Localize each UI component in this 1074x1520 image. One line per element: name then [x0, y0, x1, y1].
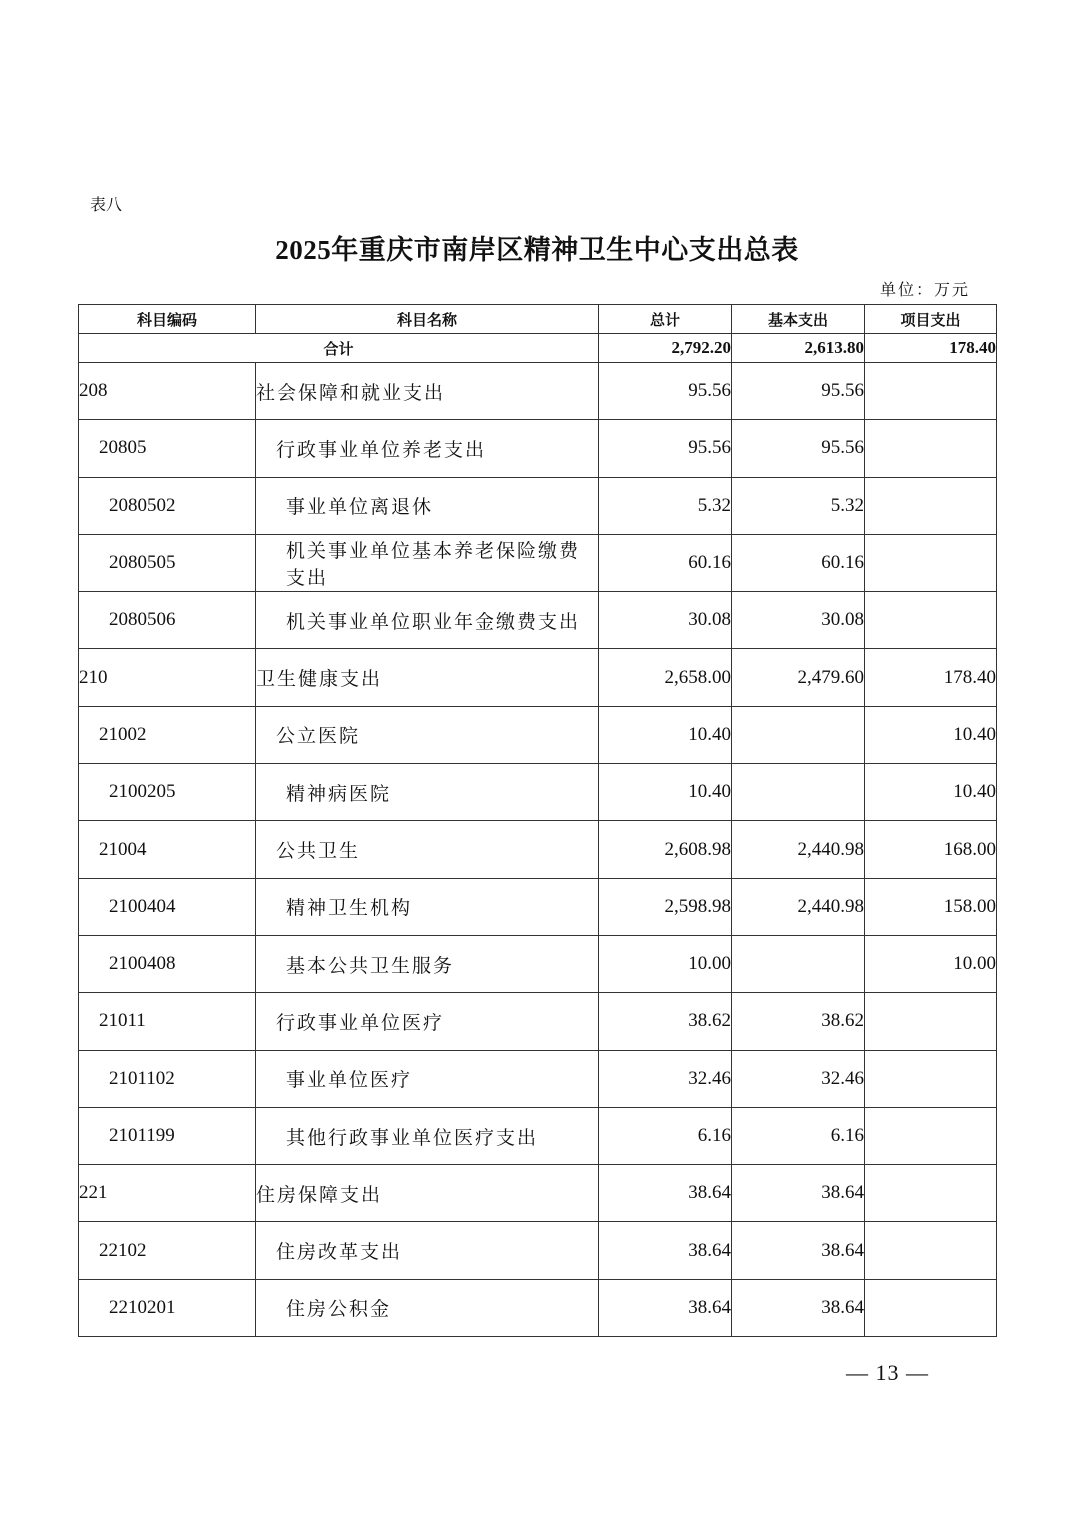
- table-number: 表八: [90, 197, 123, 214]
- row-project: [865, 420, 997, 477]
- row-code: 20805: [79, 420, 256, 477]
- row-total: 38.62: [599, 993, 732, 1050]
- row-basic: 2,440.98: [732, 821, 865, 878]
- row-code: 2210201: [79, 1279, 256, 1336]
- row-code: 21011: [79, 993, 256, 1050]
- row-project: [865, 592, 997, 649]
- row-project: [865, 363, 997, 420]
- row-code: 221: [79, 1165, 256, 1222]
- row-name: 公立医院: [256, 706, 599, 763]
- row-project: 178.40: [865, 649, 997, 706]
- row-name: 精神病医院: [256, 764, 599, 821]
- total-basic: 2,613.80: [732, 334, 865, 363]
- row-code: 2080502: [79, 477, 256, 534]
- row-name: 住房保障支出: [256, 1165, 599, 1222]
- row-basic: 60.16: [732, 534, 865, 591]
- row-project: [865, 1107, 997, 1164]
- row-total: 95.56: [599, 420, 732, 477]
- row-total: 10.40: [599, 764, 732, 821]
- row-code: 2080506: [79, 592, 256, 649]
- row-code: 2100205: [79, 764, 256, 821]
- row-total: 30.08: [599, 592, 732, 649]
- header-code: 科目编码: [79, 305, 256, 334]
- row-project: 10.00: [865, 935, 997, 992]
- row-basic: 38.62: [732, 993, 865, 1050]
- row-code: 2080505: [79, 534, 256, 591]
- row-total: 2,608.98: [599, 821, 732, 878]
- row-basic: 38.64: [732, 1165, 865, 1222]
- row-total: 10.00: [599, 935, 732, 992]
- row-project: 10.40: [865, 706, 997, 763]
- row-project: [865, 993, 997, 1050]
- row-project: [865, 1279, 997, 1336]
- table-row: [79, 878, 997, 935]
- expenditure-table: [78, 304, 997, 1337]
- table-row: [79, 935, 997, 992]
- row-code: 21002: [79, 706, 256, 763]
- table-row: [79, 363, 997, 420]
- row-name: 住房公积金: [256, 1279, 599, 1336]
- row-basic: 2,479.60: [732, 649, 865, 706]
- table-row: [79, 1279, 997, 1336]
- row-name: 住房改革支出: [256, 1222, 599, 1279]
- total-row: [79, 334, 997, 363]
- row-name: 卫生健康支出: [256, 649, 599, 706]
- table-row: [79, 649, 997, 706]
- row-basic: 95.56: [732, 420, 865, 477]
- row-name: 其他行政事业单位医疗支出: [256, 1107, 599, 1164]
- table-header-row: [79, 305, 997, 334]
- row-basic: [732, 935, 865, 992]
- row-total: 38.64: [599, 1222, 732, 1279]
- table-row: [79, 1222, 997, 1279]
- header-total: 总计: [599, 305, 732, 334]
- row-code: 2101199: [79, 1107, 256, 1164]
- table-row: [79, 1050, 997, 1107]
- total-project: 178.40: [865, 334, 997, 363]
- row-total: 38.64: [599, 1279, 732, 1336]
- row-name: 事业单位离退休: [256, 477, 599, 534]
- document-title: 2025年重庆市南岸区精神卫生中心支出总表: [275, 235, 799, 265]
- row-total: 2,598.98: [599, 878, 732, 935]
- row-code: 2100404: [79, 878, 256, 935]
- row-basic: 30.08: [732, 592, 865, 649]
- header-project: 项目支出: [865, 305, 997, 334]
- row-project: [865, 477, 997, 534]
- total-label: 合计: [79, 334, 599, 363]
- header-name: 科目名称: [256, 305, 599, 334]
- row-code: 2100408: [79, 935, 256, 992]
- page-number: — 13 —: [846, 1360, 929, 1385]
- row-name: 社会保障和就业支出: [256, 363, 599, 420]
- row-project: [865, 1165, 997, 1222]
- row-code: 210: [79, 649, 256, 706]
- table-row: [79, 706, 997, 763]
- row-total: 2,658.00: [599, 649, 732, 706]
- row-name: 基本公共卫生服务: [256, 935, 599, 992]
- table-row: [79, 534, 997, 591]
- row-name: 精神卫生机构: [256, 878, 599, 935]
- row-name: 机关事业单位基本养老保险缴费支出: [256, 534, 599, 591]
- table-row: [79, 993, 997, 1050]
- row-basic: 32.46: [732, 1050, 865, 1107]
- table-row: [79, 477, 997, 534]
- row-basic: 5.32: [732, 477, 865, 534]
- table-row: [79, 764, 997, 821]
- row-project: 168.00: [865, 821, 997, 878]
- row-code: 22102: [79, 1222, 256, 1279]
- row-total: 95.56: [599, 363, 732, 420]
- row-basic: 38.64: [732, 1222, 865, 1279]
- row-project: 10.40: [865, 764, 997, 821]
- row-basic: [732, 706, 865, 763]
- row-name: 行政事业单位养老支出: [256, 420, 599, 477]
- row-name: 事业单位医疗: [256, 1050, 599, 1107]
- row-project: [865, 1222, 997, 1279]
- row-code: 21004: [79, 821, 256, 878]
- table-row: [79, 821, 997, 878]
- row-total: 60.16: [599, 534, 732, 591]
- total-total: 2,792.20: [599, 334, 732, 363]
- row-code: 208: [79, 363, 256, 420]
- row-project: 158.00: [865, 878, 997, 935]
- row-total: 5.32: [599, 477, 732, 534]
- row-name: 公共卫生: [256, 821, 599, 878]
- row-basic: 6.16: [732, 1107, 865, 1164]
- table-row: [79, 420, 997, 477]
- row-basic: [732, 764, 865, 821]
- row-project: [865, 1050, 997, 1107]
- header-basic: 基本支出: [732, 305, 865, 334]
- row-basic: 2,440.98: [732, 878, 865, 935]
- row-total: 32.46: [599, 1050, 732, 1107]
- row-total: 38.64: [599, 1165, 732, 1222]
- table-row: [79, 1165, 997, 1222]
- row-basic: 95.56: [732, 363, 865, 420]
- row-total: 10.40: [599, 706, 732, 763]
- table-row: [79, 592, 997, 649]
- row-name: 行政事业单位医疗: [256, 993, 599, 1050]
- table-row: [79, 1107, 997, 1164]
- row-total: 6.16: [599, 1107, 732, 1164]
- unit-label: 单位：万元: [880, 282, 971, 299]
- row-name: 机关事业单位职业年金缴费支出: [256, 592, 599, 649]
- row-project: [865, 534, 997, 591]
- row-basic: 38.64: [732, 1279, 865, 1336]
- row-code: 2101102: [79, 1050, 256, 1107]
